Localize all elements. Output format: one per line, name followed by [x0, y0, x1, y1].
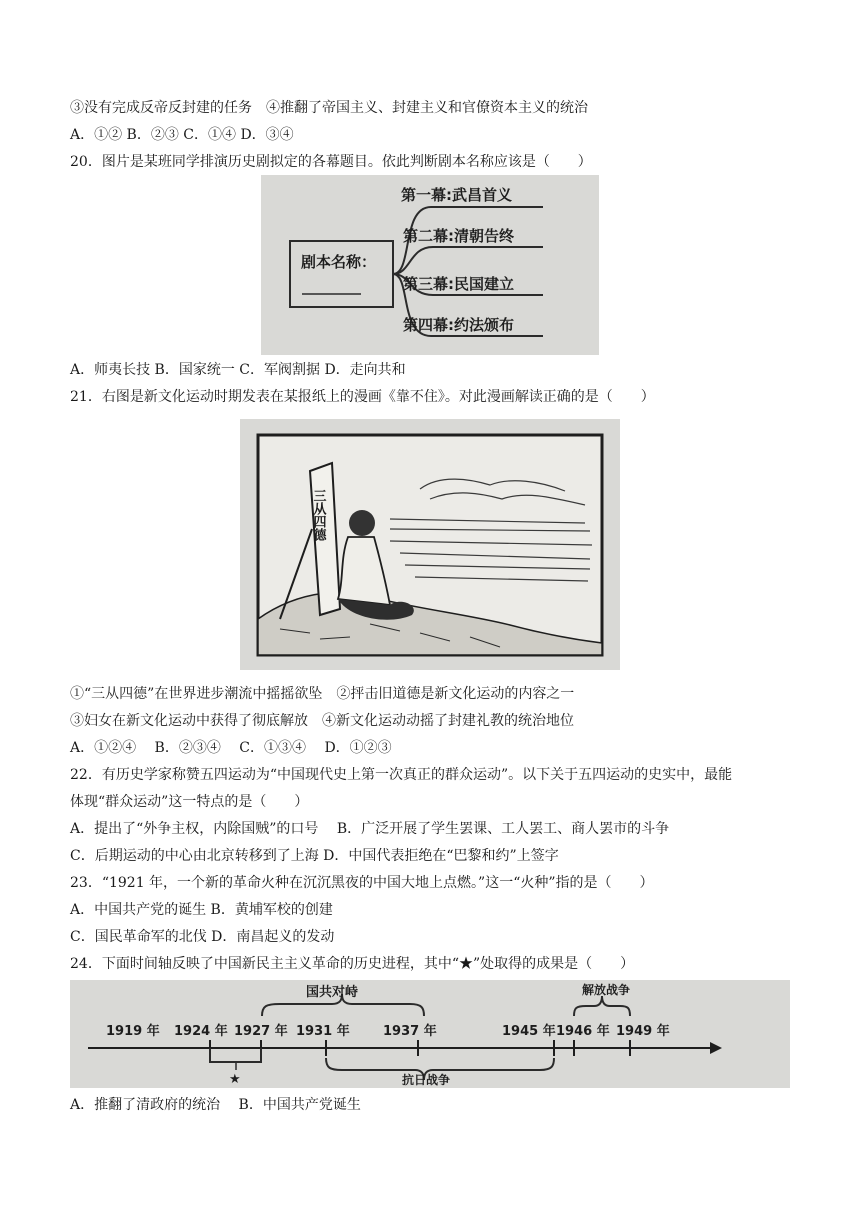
q20-answer-choices: A．师夷长技 B．国家统一 C．军阀割据 D．走向共和	[70, 362, 406, 378]
q24-year-1945: 1945 年	[502, 1024, 556, 1039]
q19-answer-choices: A．①② B．②③ C．①④ D．③④	[70, 127, 294, 143]
q23-stem: 23．“1921 年，一个新的革命火种在沉沉黑夜的中国大地上点燃。”这一“火种”指的是（ ）	[70, 875, 654, 891]
q24-brace-kangri-zhanzheng: 抗日战争	[402, 1073, 451, 1087]
q20-diagram	[261, 175, 599, 355]
q20-stem: 20．图片是某班同学排演历史剧拟定的各幕题目。依此判断剧本名称应该是（ ）	[70, 154, 592, 170]
q22-options-a-b: A．提出了“外争主权，内除国贼”的口号 B．广泛开展了学生罢课、工人罢工、商人罢市的斗争	[70, 821, 670, 837]
q24-timeline	[70, 980, 790, 1088]
q24-year-1931: 1931 年	[296, 1024, 350, 1039]
q20-act-3: 第三幕:民国建立	[403, 275, 514, 293]
q21-answer-choices: A．①②④ B．②③④ C．①③④ D．①②③	[70, 740, 392, 756]
q24-stem: 24．下面时间轴反映了中国新民主主义革命的历史进程，其中“★”处取得的成果是（ ）	[70, 956, 635, 972]
q20-act-1: 第一幕:武昌首义	[401, 186, 512, 204]
q21-cartoon-drawing	[240, 419, 620, 670]
q22-stem-line-1: 22．有历史学家称赞五四运动为“中国现代史上第一次真正的群众运动”。以下关于五四运动的史实中，最能	[70, 767, 733, 783]
q24-year-1924: 1924 年	[174, 1024, 228, 1039]
q20-act-4: 第四幕:约法颁布	[403, 316, 514, 334]
q24-brace-guogong-duizhi: 国共对峙	[306, 985, 359, 1000]
q21-statement-3-4: ③妇女在新文化运动中获得了彻底解放 ④新文化运动动摇了封建礼教的统治地位	[70, 713, 574, 729]
q24-year-1946: 1946 年	[556, 1024, 610, 1039]
q21-signpost-text: 三从四德	[310, 489, 326, 541]
q24-year-1919: 1919 年	[106, 1024, 160, 1039]
q22-stem-line-2: 体现“群众运动”这一特点的是（ ）	[70, 794, 309, 810]
q24-year-1927: 1927 年	[234, 1024, 288, 1039]
q24-year-1949: 1949 年	[616, 1024, 670, 1039]
q19-option-line-3-4: ③没有完成反帝反封建的任务 ④推翻了帝国主义、封建主义和官僚资本主义的统治	[70, 100, 588, 116]
q20-act-2: 第二幕:清朝告终	[403, 227, 514, 245]
q22-options-c-d: C．后期运动的中心由北京转移到了上海 D．中国代表拒绝在“巴黎和约”上签字	[70, 848, 559, 864]
q23-options-c-d: C．国民革命军的北伐 D．南昌起义的发动	[70, 929, 335, 945]
q23-options-a-b: A．中国共产党的诞生 B．黄埔军校的创建	[70, 902, 333, 918]
q24-options-a-b: A．推翻了清政府的统治 B．中国共产党诞生	[70, 1097, 361, 1113]
q24-year-1937: 1937 年	[383, 1024, 437, 1039]
q24-timeline-figure	[70, 980, 790, 1088]
q21-stem: 21．右图是新文化运动时期发表在某报纸上的漫画《靠不住》。对此漫画解读正确的是（ ）	[70, 389, 655, 405]
q20-box-label: 剧本名称：	[301, 253, 377, 271]
q24-brace-jiefang-zhanzheng: 解放战争	[582, 983, 631, 997]
q20-figure-play-acts	[261, 175, 599, 355]
q21-statement-1-2: ①“三从四德”在世界进步潮流中摇摇欲坠 ②抨击旧道德是新文化运动的内容之一	[70, 686, 575, 702]
q24-star-marker: ★	[229, 1072, 241, 1087]
q21-cartoon-kao-bu-zhu	[240, 419, 620, 670]
